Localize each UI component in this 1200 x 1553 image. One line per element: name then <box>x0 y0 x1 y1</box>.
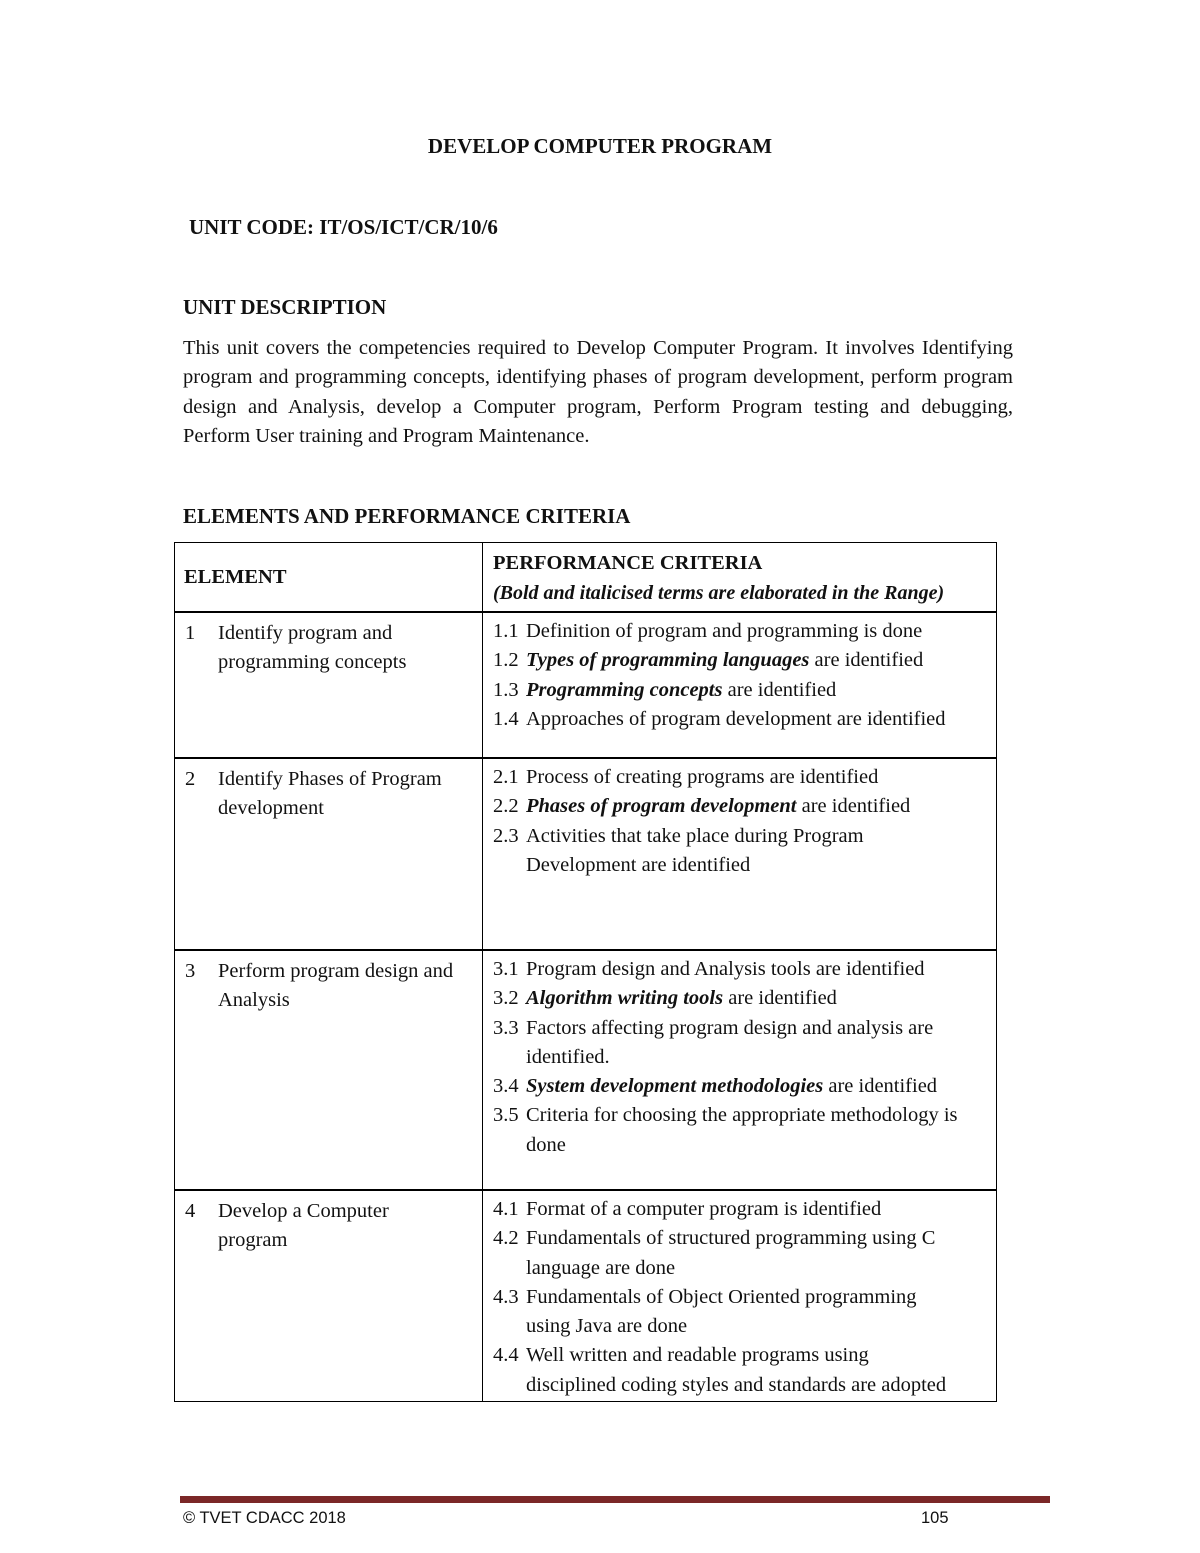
header-pc-title: PERFORMANCE CRITERIA <box>493 552 763 574</box>
criterion-number: 4.3 <box>493 1285 519 1308</box>
footer-copyright: © TVET CDACC 2018 <box>183 1509 346 1527</box>
criterion-number: 2.3 <box>493 824 519 847</box>
element-text: Identify Phases of Program development <box>218 768 442 820</box>
criterion-item <box>493 1341 996 1400</box>
header-performance-criteria <box>483 543 997 613</box>
criterion-range-term: Algorithm writing tools <box>526 987 724 1010</box>
criterion-number: 3.5 <box>493 1104 519 1127</box>
criterion-number: 3.4 <box>493 1075 519 1098</box>
elements-heading: ELEMENTS AND PERFORMANCE CRITERIA <box>183 504 631 528</box>
criterion-number: 1.2 <box>493 649 519 672</box>
criterion-item <box>493 955 996 984</box>
element-number: 2 <box>185 768 196 790</box>
criteria-cell <box>483 1190 997 1402</box>
header-pc-note: (Bold and italicised terms are elaborated in the Range) <box>493 582 945 604</box>
criterion-text: Activities that take place during Program <box>526 824 864 847</box>
criterion-text-continued: identified. <box>526 1045 610 1068</box>
criterion-item <box>493 705 996 734</box>
criterion-text: Format of a computer program is identified <box>526 1198 882 1220</box>
criterion-item <box>493 676 996 705</box>
criterion-number: 3.2 <box>493 987 519 1010</box>
criterion-text: Definition of program and programming is done <box>526 620 923 642</box>
criterion-text-continued: disciplined coding styles and standards are adopted <box>526 1373 947 1396</box>
criterion-text: Well written and readable programs using <box>526 1344 869 1367</box>
criterion-item <box>493 617 996 646</box>
criterion-text-continued: language are done <box>526 1256 676 1279</box>
table-row <box>175 612 997 758</box>
criterion-text: are identified <box>723 987 837 1010</box>
table-row <box>175 1190 997 1402</box>
criterion-item <box>493 1101 996 1160</box>
element-cell <box>175 758 483 950</box>
criterion-item <box>493 792 996 821</box>
element-cell <box>175 612 483 758</box>
criterion-number: 4.4 <box>493 1344 519 1367</box>
element-text: Develop a Computer program <box>218 1200 389 1252</box>
unit-description-text: This unit covers the competencies required to Develop Computer Program. It involves Identifying program and programming concepts, identifying phases of program development, perform program design and Analysis, develop a Computer program, Perform Program testing and debugging, Perform User training and Program Maintenance. <box>183 337 1013 447</box>
performance-criteria-table <box>174 542 997 1402</box>
criterion-text-continued: done <box>526 1133 566 1156</box>
criterion-item <box>493 1283 996 1342</box>
criterion-text: Fundamentals of Object Oriented programming <box>526 1285 917 1308</box>
unit-description-heading: UNIT DESCRIPTION <box>183 295 387 319</box>
criterion-item <box>493 1224 996 1283</box>
table-row <box>175 950 997 1190</box>
criterion-item <box>493 763 996 792</box>
criterion-number: 1.4 <box>493 707 519 730</box>
element-text: Identify program and programming concepts <box>218 622 407 674</box>
criterion-number: 4.1 <box>493 1198 519 1220</box>
table-header-row <box>175 543 997 613</box>
criterion-range-term: Programming concepts <box>526 678 723 701</box>
criterion-number: 2.2 <box>493 795 519 818</box>
criterion-item <box>493 822 996 881</box>
criterion-number: 1.3 <box>493 678 519 701</box>
criterion-text: Fundamentals of structured programming using C <box>526 1227 936 1250</box>
criterion-item <box>493 1195 996 1224</box>
criteria-cell <box>483 612 997 758</box>
criterion-range-term: Phases of program development <box>526 795 797 818</box>
footer-rule <box>180 1496 1050 1503</box>
criteria-cell <box>483 950 997 1190</box>
criterion-text: are identified <box>722 678 837 701</box>
criterion-text-continued: Development are identified <box>526 853 751 876</box>
element-cell <box>175 1190 483 1402</box>
criterion-number: 1.1 <box>493 620 519 642</box>
criterion-text: are identified <box>823 1075 938 1098</box>
unit-code: UNIT CODE: IT/OS/ICT/CR/10/6 <box>189 215 498 239</box>
criterion-text-continued: using Java are done <box>526 1315 688 1338</box>
criterion-text: Program design and Analysis tools are identified <box>526 958 925 980</box>
criterion-text: are identified <box>809 649 924 672</box>
criteria-cell <box>483 758 997 950</box>
page-number: 105 <box>921 1509 949 1527</box>
criterion-range-term: Types of programming languages <box>526 649 810 672</box>
criterion-item <box>493 646 996 675</box>
criterion-text: Process of creating programs are identified <box>526 766 879 788</box>
criterion-item <box>493 1072 996 1101</box>
element-cell <box>175 950 483 1190</box>
criterion-number: 3.3 <box>493 1016 519 1039</box>
criterion-number: 2.1 <box>493 766 519 788</box>
element-number: 4 <box>185 1200 196 1222</box>
header-element: ELEMENT <box>175 543 483 613</box>
table-row <box>175 758 997 950</box>
criterion-text: Criteria for choosing the appropriate methodology is <box>526 1104 958 1127</box>
criterion-number: 3.1 <box>493 958 519 980</box>
element-number: 3 <box>185 960 196 982</box>
criterion-number: 4.2 <box>493 1227 519 1250</box>
element-number: 1 <box>185 622 196 644</box>
document-title: DEVELOP COMPUTER PROGRAM <box>427 134 773 158</box>
element-text: Perform program design and Analysis <box>218 960 454 1012</box>
criterion-item <box>493 1014 996 1073</box>
criterion-range-term: System development methodologies <box>526 1075 824 1098</box>
criterion-text: are identified <box>796 795 911 818</box>
criterion-text: Factors affecting program design and analysis are <box>526 1016 934 1039</box>
criterion-item <box>493 984 996 1013</box>
criterion-text: Approaches of program development are identified <box>526 707 946 730</box>
